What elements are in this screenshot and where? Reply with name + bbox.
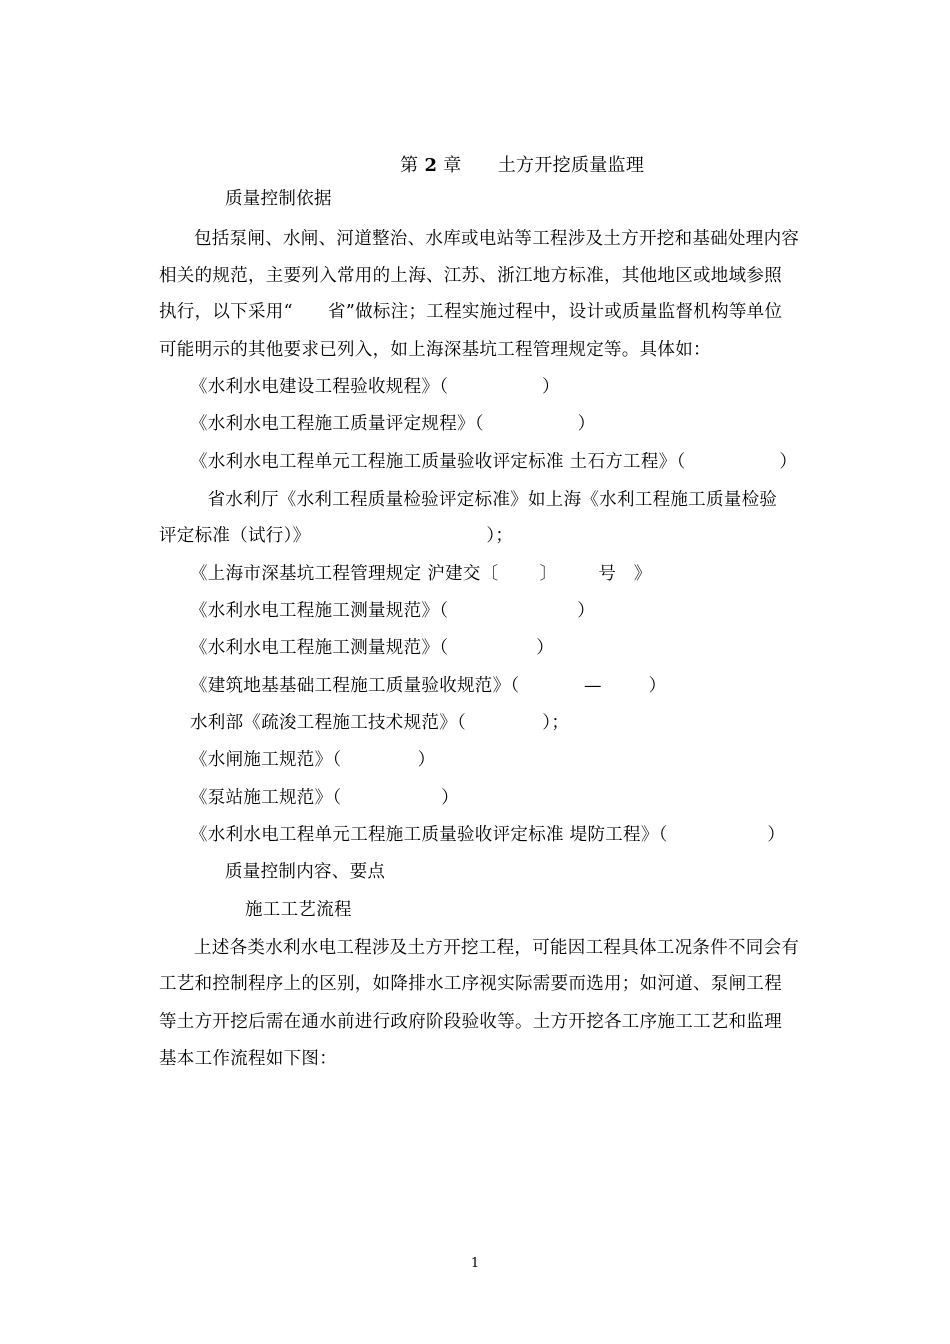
chapter-suffix: 章	[443, 155, 462, 176]
intro-line: 执行，以下采用“ 省”做标注；工程实施过程中，设计或质量监督机构等单位	[159, 302, 783, 322]
flow-line: 等土方开挖后需在通水前进行政府阶段验收等。土方开挖各工序施工工艺和监理	[159, 1012, 782, 1032]
intro-line: 可能明示的其他要求已列入，如上海深基坑工程管理规定等。具体如：	[159, 340, 711, 360]
subsection-heading: 施工工艺流程	[245, 900, 352, 920]
chapter-number: 2	[424, 155, 438, 176]
flow-line: 工艺和控制程序上的区别，如降排水工序视实际需要而选用；如河道、泵闸工程	[159, 974, 782, 994]
reference-item: 《水闸施工规范》（ ）	[190, 750, 436, 770]
reference-item: 水利部《疏浚工程施工技术规范》（ ）；	[190, 713, 570, 733]
section-heading-content: 质量控制内容、要点	[225, 862, 386, 882]
section-heading-basis: 质量控制依据	[225, 189, 332, 209]
reference-item: 《水利水电工程施工测量规范》（ ）	[190, 601, 596, 621]
reference-item: 《水利水电工程施工质量评定规程》（ ）	[190, 414, 596, 434]
intro-line: 相关的规范，主要列入常用的上海、江苏、浙江地方标准，其他地区或地域参照	[159, 266, 782, 286]
reference-item: 评定标准（试行）》 ）；	[159, 526, 514, 546]
flow-line: 上述各类水利水电工程涉及土方开挖工程，可能因工程具体工况条件不同会有	[194, 938, 800, 958]
reference-item: 《水利水电工程施工测量规范》（ ）	[190, 638, 554, 658]
chapter-title	[376, 130, 644, 202]
reference-item: 《上海市深基坑工程管理规定 沪建交〔 〕 号 》	[190, 564, 652, 584]
reference-item: 《泵站施工规范》（ ）	[190, 788, 459, 808]
intro-line: 包括泵闸、水闸、河道整治、水库或电站等工程涉及土方开挖和基础处理内容	[194, 229, 800, 249]
reference-item: 省水利厅《水利工程质量检验评定标准》如上海《水利工程施工质量检验	[190, 490, 778, 510]
page-number: 1	[470, 1256, 480, 1271]
reference-item: 《水利水电建设工程验收规程》（ ）	[190, 377, 560, 397]
flow-line: 基本工作流程如下图：	[159, 1049, 337, 1069]
chapter-name: 土方开挖质量监理	[497, 155, 645, 176]
reference-item: 《水利水电工程单元工程施工质量验收评定标准 堤防工程》（ ）	[190, 825, 786, 845]
chapter-prefix: 第	[400, 155, 419, 176]
reference-item: 《建筑地基基础工程施工质量验收规范》（ — ）	[190, 676, 667, 696]
reference-item: 《水利水电工程单元工程施工质量验收评定标准 土石方工程》（ ）	[190, 452, 798, 472]
